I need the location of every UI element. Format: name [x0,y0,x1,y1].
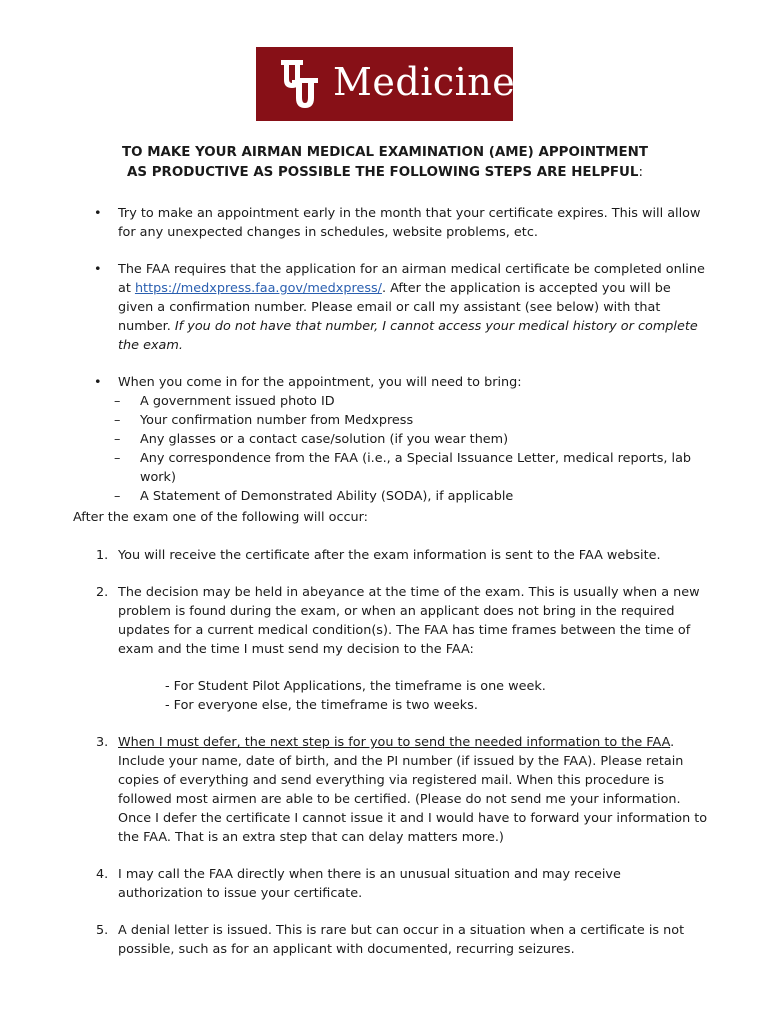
logo-wordmark: Medicine [333,60,516,104]
list-item: 2. The decision may be held in abeyance at the time of the exam. This is usually when a new problem is found during the exam, or when an applicant does not bring in the required updates for a current medical condition(s). The FAA has time frames between the time of exam and the time I must send my decision to the FAA: - For Student Pilot Applications, the timeframe is one week. - For everyone else, the timeframe is two weeks. [89,583,709,715]
item-number: 3. [96,735,109,750]
list-item: – Your confirmation number from Medxpress [114,413,414,428]
ou-medicine-logo [256,47,516,121]
tips-list [89,204,709,506]
list-item: – A government issued photo ID [114,394,335,409]
ou-monogram-icon [272,56,326,112]
list-item: – Any glasses or a contact case/solution (if you wear them) [114,432,509,447]
bullet-icon: • [94,375,102,390]
list-item: • When you come in for the appointment, you will need to bring: [94,375,522,390]
dash-icon: – [114,413,121,428]
bullet-icon: • [94,206,102,221]
item-number: 1. [96,548,109,563]
item-number: 5. [96,923,109,938]
list-item: – A Statement of Demonstrated Ability (SODA), if applicable [114,489,514,504]
bullet-icon: • [94,262,102,277]
page-title [60,143,710,183]
dash-icon: – [114,489,121,504]
list-item: – Any correspondence from the FAA (i.e., a Special Issuance Letter, medical reports, lab work) [114,451,692,485]
title-line-1: TO MAKE YOUR AIRMAN MEDICAL EXAMINATION (AME) APPOINTMENT [122,145,648,160]
list-item: 5. A denial letter is issued. This is rare but can occur in a situation when a certificate is not possible, such as for an applicant with documented, recurring seizures. [96,923,685,957]
title-line-2: AS PRODUCTIVE AS POSSIBLE THE FOLLOWING STEPS ARE HELPFUL: [127,165,643,180]
list-item: • Try to make an appointment early in the month that your certificate expires. This will allow for any unexpected changes in schedules, website problems, etc. [94,206,701,240]
item-number: 2. [96,585,109,600]
after-exam-intro: After the exam one of the following will occur: [73,510,368,525]
dash-icon: – [114,451,121,466]
outcomes-list [89,546,709,977]
list-item: 1. You will receive the certificate after the exam information is sent to the FAA website. [96,548,661,563]
dash-icon: – [114,394,121,409]
list-item: 3. When I must defer, the next step is for you to send the needed information to the FAA. Include your name, date of birth, and the PI number (if issued by the FAA). Please retain copies of everything and send everything via registered mail. When this procedure is followed most airmen are able to be certified. (Please do not send me your information. Once I defer the certificate I cannot issue it and I would have to forward your information to the FAA. That is an extra step that can delay matters more.) [96,735,708,845]
bring-list [89,392,709,506]
timeframes: - For Student Pilot Applications, the timeframe is one week. - For everyone else, the timeframe is two weeks. [165,679,546,713]
item-number: 4. [96,867,109,882]
list-item: 4. I may call the FAA directly when there is an unusual situation and may receive authorization to issue your certificate. [96,867,621,901]
dash-icon: – [114,432,121,447]
medxpress-link[interactable]: https://medxpress.faa.gov/medxpress/ [134,281,382,296]
list-item: • The FAA requires that the application for an airman medical certificate be completed online at https://medxpress.faa.gov/medxpress/. After the application is accepted you will be given a confirmation number. Please email or call my assistant (see below) with that number. If you do not have that number, I cannot access your medical history or complete the exam. [94,262,705,353]
